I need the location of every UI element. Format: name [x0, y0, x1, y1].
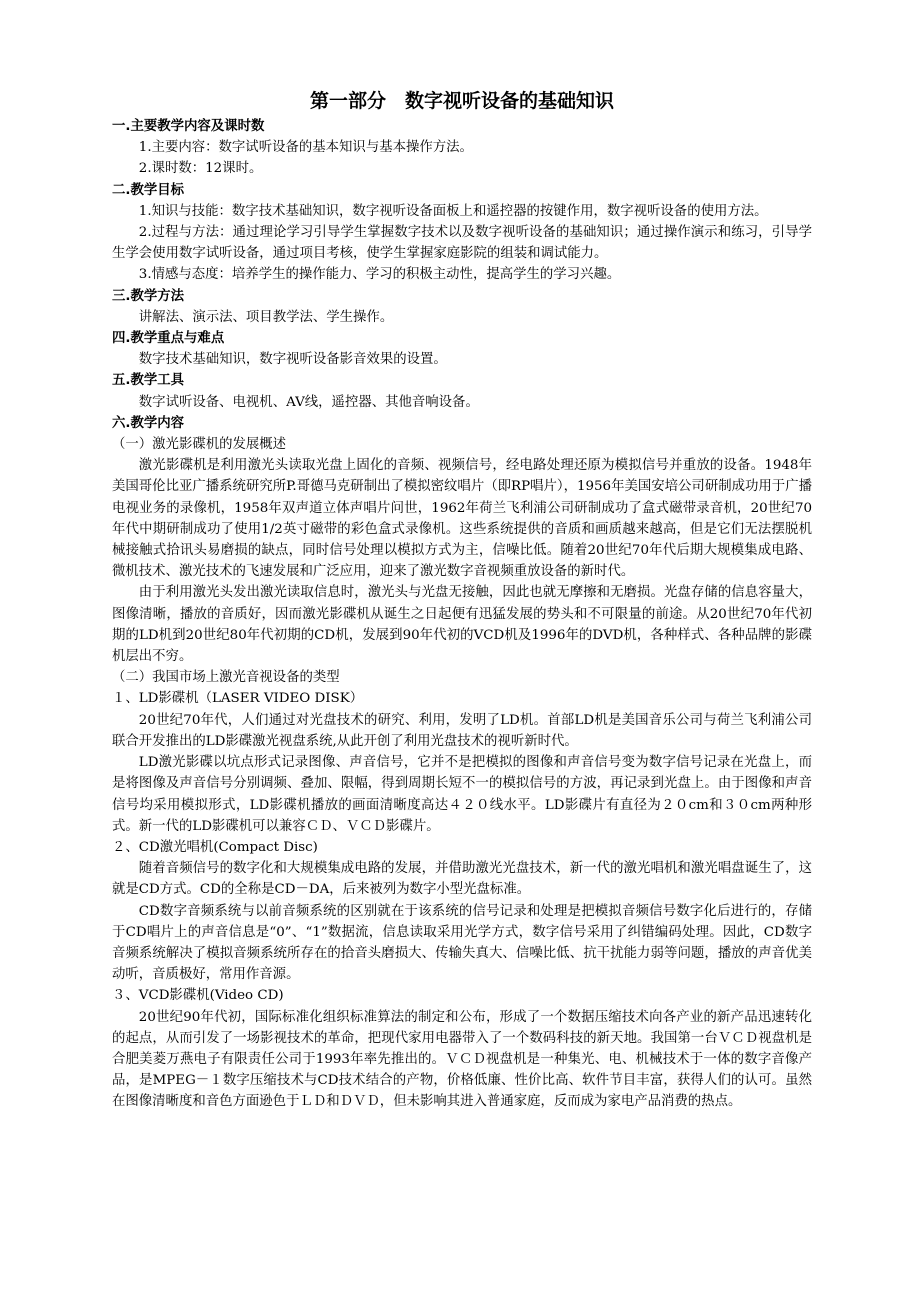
section-heading-4: 四.教学重点与难点: [112, 331, 225, 347]
paragraph: 2.课时数：12课时。: [138, 161, 263, 177]
paragraph: 讲解法、演示法、项目教学法、学生操作。: [138, 309, 394, 325]
paragraph: 随着音频信号的数字化和大规模集成电路的发展，并借助激光光盘技术，新一代的激光唱机和激光唱盘诞生了，这就是CD方式。CD的全称是CD－DA，后来被列为数字小型光盘标准。: [112, 861, 812, 898]
paragraph: 20世纪90年代初，国际标准化组织标准算法的制定和公布，形成了一个数据压缩技术向各产业的新产品迅速转化的起点，从而引发了一场影视技术的革命，把现代家用电器带入了一个数码科技的新天地。我国第一台ＶＣＤ视盘机是合肥美菱万燕电子有限责任公司于1993年率先推出的。ＶＣＤ视盘机是一种集光、电、机械技术于一体的数字音像产品，是MPEG－１数字压缩技术与CD技术结合的产物，价格低廉、性价比高、软件节目丰富，获得人们的认可。虽然在图像清晰度和音色方面逊色于ＬＤ和ＤＶＤ，但未影响其进入普通家庭，反而成为家电产品消费的热点。: [112, 1009, 812, 1110]
list-item-heading: ２、CD激光唱机(Compact Disc): [112, 839, 318, 855]
paragraph: 20世纪70年代，人们通过对光盘技术的研究、利用，发明了LD机。首部LD机是美国音乐公司与荷兰飞利浦公司联合开发推出的LD影碟激光视盘系统,从此开创了利用光盘技术的视听新时代。: [112, 712, 812, 749]
section-heading-3: 三.教学方法: [112, 288, 185, 304]
section-heading-1: 一.主要教学内容及课时数: [112, 119, 265, 134]
section-heading-2: 二.教学目标: [112, 182, 185, 198]
paragraph: 1.知识与技能：数字技术基础知识，数字视听设备面板上和遥控器的按键作用，数字视听设备的使用方法。: [138, 203, 768, 219]
section-heading-6: 六.教学内容: [112, 415, 185, 431]
paragraph: 3.情感与态度：培养学生的操作能力、学习的积极主动性，提高学生的学习兴趣。: [138, 267, 621, 283]
subsection-heading: （二）我国市场上激光音视设备的类型: [112, 670, 340, 686]
document-page: [112, 88, 812, 1113]
paragraph: 1.主要内容：数字试听设备的基本知识与基本操作方法。: [138, 140, 473, 156]
paragraph: CD数字音频系统与以前音频系统的区别就在于该系统的信号记录和处理是把模拟音频信号数字化后进行的，存储于CD唱片上的声音信息是“0”、“1”数据流，信息读取采用光学方式，数字信号采用了纠错编码处理。因此，CD数字音频系统解决了模拟音频系统所存在的拾音头磨损大、传输失真大、信噪比低、抗干扰能力弱等问题，播放的声音优美动听，音质极好，常用作音源。: [112, 903, 812, 983]
page-title: 第一部分 数字视听设备的基础知识: [309, 90, 614, 112]
paragraph: 2.过程与方法：通过理论学习引导学生掌握数字技术以及数字视听设备的基础知识；通过操作演示和练习，引导学生学会使用数字试听设备，通过项目考核，使学生掌握家庭影院的组装和调试能力。: [112, 225, 812, 262]
section-heading-5: 五.教学工具: [112, 373, 185, 389]
paragraph: 由于利用激光头发出激光读取信息时，激光头与光盘无接触，因此也就无摩擦和无磨损。光盘存储的信息容量大，图像清晰，播放的音质好，因而激光影碟机从诞生之日起便有迅猛发展的势头和不可限量的前途。从20世纪70年代初期的LD机到20世纪80年代初期的CD机，发展到90年代初的VCD机及1996年的DVD机，各种样式、各种品牌的影碟机层出不穷。: [112, 585, 812, 665]
list-item-heading: １、LD影碟机（LASER VIDEO DISK）: [112, 691, 364, 707]
list-item-heading: ３、VCD影碟机(Video CD): [112, 988, 284, 1004]
paragraph: 激光影碟机是利用激光头读取光盘上固化的音频、视频信号，经电路处理还原为模拟信号并重放的设备。1948年美国哥伦比亚广播系统研究所P.哥德马克研制出了模拟密纹唱片（即RP唱片），1956年美国安培公司研制成功用于广播电视业务的录像机，1958年双声道立体声唱片问世，1962年荷兰飞利浦公司研制成功了盒式磁带录音机，20世纪70年代中期研制成功了使用1/2英寸磁带的彩色盒式录像机。这些系统提供的音质和画质越来越高，但是它们无法摆脱机械接触式拾讯头易磨损的缺点，同时信号处理以模拟方式为主，信噪比低。随着20世纪70年代后期大规模集成电路、微机技术、激光技术的飞速发展和广泛应用，迎来了激光数字音视频重放设备的新时代。: [112, 458, 812, 580]
paragraph: 数字技术基础知识，数字视听设备影音效果的设置。: [138, 352, 447, 368]
paragraph: 数字试听设备、电视机、AV线，遥控器、其他音响设备。: [138, 394, 479, 410]
subsection-heading: （一）激光影碟机的发展概述: [112, 437, 287, 453]
paragraph: LD激光影碟以坑点形式记录图像、声音信号，它并不是把模拟的图像和声音信号变为数字信号记录在光盘上，而是将图像及声音信号分别调频、叠加、限幅，得到周期长短不一的模拟信号的方波，再记录到光盘上。由于图像和声音信号均采用模拟形式，LD影碟机播放的画面清晰度高达４２０线水平。LD影碟片有直径为２０cm和３０cm两种形式。新一代的LD影碟机可以兼容ＣＤ、ＶＣＤ影碟片。: [112, 755, 812, 834]
